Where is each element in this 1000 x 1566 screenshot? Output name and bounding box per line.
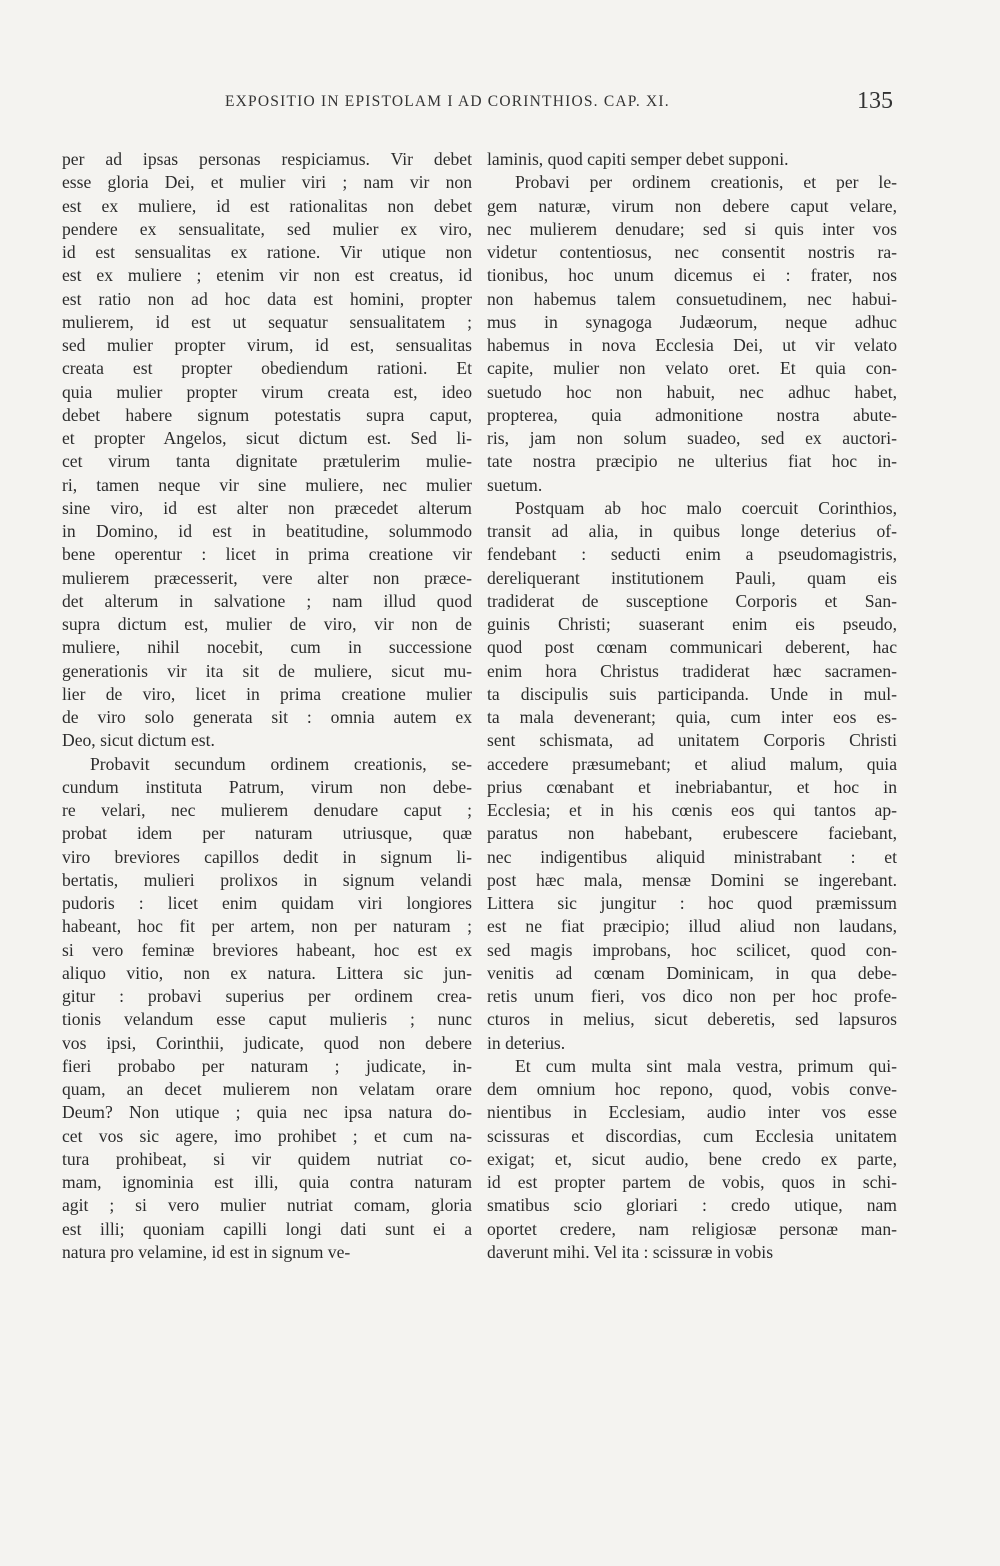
text-line: bene operentur : licet in prima creatione vir bbox=[62, 544, 472, 565]
text-line: ris, jam non solum suadeo, sed ex auctori- bbox=[487, 428, 897, 448]
text-line: tionibus, hoc unum dicemus ei : frater, nos bbox=[487, 265, 897, 286]
text-line: et propter Angelos, sicut dictum est. Sed li- bbox=[62, 428, 472, 448]
text-line: dereliquerant institutionem Pauli, quam eis bbox=[487, 567, 897, 588]
text-line: agit ; si vero mulier nutriat comam, gloria bbox=[62, 1195, 472, 1216]
text-line: si vero feminæ breviores habeant, hoc est ex bbox=[62, 939, 472, 960]
text-line: tura prohibeat, si vir quidem nutriat co- bbox=[62, 1148, 472, 1169]
text-line: ta discipulis suis participanda. Unde in mul- bbox=[487, 683, 897, 704]
text-line: pendere ex sensualitate, sed mulier ex viro, bbox=[62, 218, 472, 239]
text-line: supra dictum est, mulier de viro, vir non de bbox=[62, 614, 472, 634]
text-line: propterea, quia admonitione nostra abute- bbox=[487, 404, 897, 425]
text-line: ri, tamen neque vir sine muliere, nec mulier bbox=[62, 474, 472, 495]
text-line: est ne fiat præcipio; illud aliud non laudans, bbox=[487, 916, 897, 937]
text-line: smatibus scio gloriari : credo utique, nam bbox=[487, 1195, 897, 1216]
text-line: creata est propter obediendum rationi. Et bbox=[62, 358, 472, 379]
text-line: videtur contentiosus, nec consentit nostris ra- bbox=[487, 242, 897, 262]
text-line: mam, ignominia est illi, quia contra naturam bbox=[62, 1172, 472, 1192]
text-line: Deo, sicut dictum est. bbox=[62, 730, 215, 751]
text-line: ta mala devenerant; quia, cum inter eos es- bbox=[487, 707, 897, 727]
text-line: det alterum in salvatione ; nam illud quod bbox=[62, 590, 472, 611]
text-line: exigat; et, sicut audio, bene credo ex parte, bbox=[487, 1148, 897, 1169]
text-line: est ex muliere, id est rationalitas non debet bbox=[62, 195, 472, 216]
text-line: tradiderat de susceptione Corporis et San- bbox=[487, 590, 897, 611]
text-line: tate nostra præcipio ne ulterius fiat hoc in- bbox=[487, 451, 897, 472]
text-line: scissuras et discordias, cum Ecclesia unitatem bbox=[487, 1125, 897, 1146]
text-line: habeant, hoc fit per artem, non per naturam ; bbox=[62, 916, 472, 937]
text-line: Probavi per ordinem creationis, et per le- bbox=[515, 172, 897, 193]
text-line: viro breviores capillos dedit in signum li- bbox=[62, 846, 472, 867]
text-line: habemus in nova Ecclesia Dei, ut vir velato bbox=[487, 335, 897, 355]
text-line: de viro solo generata sit : omnia autem ex bbox=[62, 707, 472, 727]
text-line: bertatis, mulieri prolixos in signum velandi bbox=[62, 869, 472, 890]
text-line: lier de viro, licet in prima creatione mulier bbox=[62, 683, 472, 704]
text-line: post hæc mala, mensæ Domini se ingerebant. bbox=[487, 869, 897, 890]
text-line: gem naturæ, virum non debere caput velare, bbox=[487, 195, 897, 216]
text-line: sed magis improbans, hoc scilicet, quod con- bbox=[487, 939, 897, 960]
text-line: mulierem, id est ut sequatur sensualitatem ; bbox=[62, 311, 472, 332]
text-line: sed mulier propter virum, id est, sensualitas bbox=[62, 335, 472, 355]
text-line: prius cœnabant et inebriabantur, et hoc in bbox=[487, 776, 897, 797]
text-line: aliquo vitio, non ex natura. Littera sic jun- bbox=[62, 962, 472, 983]
text-line: Postquam ab hoc malo coercuit Corinthios, bbox=[515, 497, 897, 518]
text-line: re velari, nec mulierem denudare caput ; bbox=[62, 800, 472, 820]
text-line: id est sensualitas ex ratione. Vir utique non bbox=[62, 242, 472, 262]
text-line: est illi; quoniam capilli longi dati sunt ei a bbox=[62, 1218, 472, 1239]
text-line: Et cum multa sint mala vestra, primum qui- bbox=[515, 1055, 897, 1076]
text-line: venitis ad cœnam Dominicam, in qua debe- bbox=[487, 962, 897, 983]
text-line: cundum instituta Patrum, virum non debe- bbox=[62, 776, 472, 797]
text-line: in Domino, id est in beatitudine, solummodo bbox=[62, 521, 472, 541]
text-line: probat idem per naturam utriusque, quæ bbox=[62, 823, 472, 844]
text-line: id est propter partem de vobis, quos in schi- bbox=[487, 1172, 897, 1192]
text-line: quia mulier propter virum creata est, ideo bbox=[62, 381, 472, 402]
text-line: Littera sic jungitur : hoc quod præmissum bbox=[487, 893, 897, 913]
text-line: sent schismata, ad unitatem Corporis Christi bbox=[487, 730, 897, 751]
text-line: cturos in melius, sicut deberetis, sed lapsuros bbox=[487, 1009, 897, 1030]
text-line: esse gloria Dei, et mulier viri ; nam vir non bbox=[62, 172, 472, 193]
text-line: tionis velandum esse caput mulieris ; nunc bbox=[62, 1009, 472, 1030]
left-column bbox=[62, 148, 472, 1264]
text-line: enim hora Christus tradiderat hæc sacramen- bbox=[487, 660, 897, 681]
text-line: nec mulierem denudare; sed si quis inter vos bbox=[487, 218, 897, 239]
text-line: quod post cœnam communicari deberent, hac bbox=[487, 637, 897, 658]
text-line: fieri probabo per naturam ; judicate, in- bbox=[62, 1055, 472, 1076]
text-line: debet habere signum potestatis supra caput, bbox=[62, 404, 472, 425]
text-line: natura pro velamine, id est in signum ve- bbox=[62, 1241, 351, 1262]
text-line: vos ipsi, Corinthii, judicate, quod non debere bbox=[62, 1032, 472, 1053]
text-line: Ecclesia; et in his cœnis eos qui tantos ap- bbox=[487, 800, 897, 820]
running-title: EXPOSITIO IN EPISTOLAM I AD CORINTHIOS. CAP. XI. bbox=[225, 93, 670, 110]
text-line: generationis vir ita sit de muliere, sicut mu- bbox=[62, 660, 472, 681]
text-line: cet vos sic agere, imo prohibet ; et cum na- bbox=[62, 1125, 472, 1146]
text-line: laminis, quod capiti semper debet supponi. bbox=[487, 149, 789, 169]
right-column bbox=[487, 148, 897, 1264]
text-line: oportet credere, nam religiosæ personæ man- bbox=[487, 1218, 897, 1239]
text-line: sine viro, id est alter non præcedet alterum bbox=[62, 497, 472, 518]
text-line: Deum? Non utique ; quia nec ipsa natura do- bbox=[62, 1102, 472, 1123]
text-line: daverunt mihi. Vel ita : scissuræ in vobis bbox=[487, 1241, 774, 1262]
text-line: transit ad alia, in quibus longe deterius of- bbox=[487, 521, 897, 541]
text-line: per ad ipsas personas respiciamus. Vir debet bbox=[62, 149, 472, 169]
text-line: paratus non habebant, erubescere faciebant, bbox=[487, 823, 897, 844]
text-line: pudoris : licet enim quidam viri longiores bbox=[62, 893, 472, 913]
text-line: mulierem præcesserit, vere alter non præce- bbox=[62, 567, 472, 588]
page-number: 135 bbox=[857, 88, 893, 114]
text-line: est ex muliere ; etenim vir non est creatus, id bbox=[62, 265, 472, 286]
text-line: guinis Christi; suaserant enim eis pseudo, bbox=[487, 614, 897, 634]
text-line: in deterius. bbox=[487, 1032, 566, 1053]
text-line: capite, mulier non velato oret. Et quia con- bbox=[487, 358, 897, 379]
text-line: est ratio non ad hoc data est homini, propter bbox=[62, 288, 472, 309]
text-line: cet virum tanta dignitate prætulerim mulie- bbox=[62, 451, 472, 472]
text-line: retis unum fieri, vos dico non per hoc profe- bbox=[487, 986, 897, 1006]
text-line: gitur : probavi superius per ordinem crea- bbox=[62, 986, 472, 1006]
text-line: nientibus in Ecclesiam, audio inter vos esse bbox=[487, 1102, 897, 1123]
text-line: Probavit secundum ordinem creationis, se- bbox=[90, 753, 472, 774]
text-line: non habemus talem consuetudinem, nec habui- bbox=[487, 288, 897, 309]
text-line: suetum. bbox=[487, 474, 543, 495]
text-line: fendebant : seducti enim a pseudomagistris, bbox=[487, 544, 897, 565]
text-line: dem omnium hoc repono, quod, vobis conve- bbox=[487, 1079, 897, 1099]
text-line: accedere præsumebant; et aliud malum, quia bbox=[487, 753, 897, 774]
text-line: suetudo hoc non habuit, nec adhuc habet, bbox=[487, 381, 897, 402]
text-line: quam, an decet mulierem non velatam orare bbox=[62, 1079, 472, 1099]
text-line: muliere, nihil nocebit, cum in successione bbox=[62, 637, 472, 658]
text-line: nec indigentibus aliquid ministrabant : et bbox=[487, 846, 897, 867]
text-line: mus in synagoga Judæorum, neque adhuc bbox=[487, 311, 897, 332]
